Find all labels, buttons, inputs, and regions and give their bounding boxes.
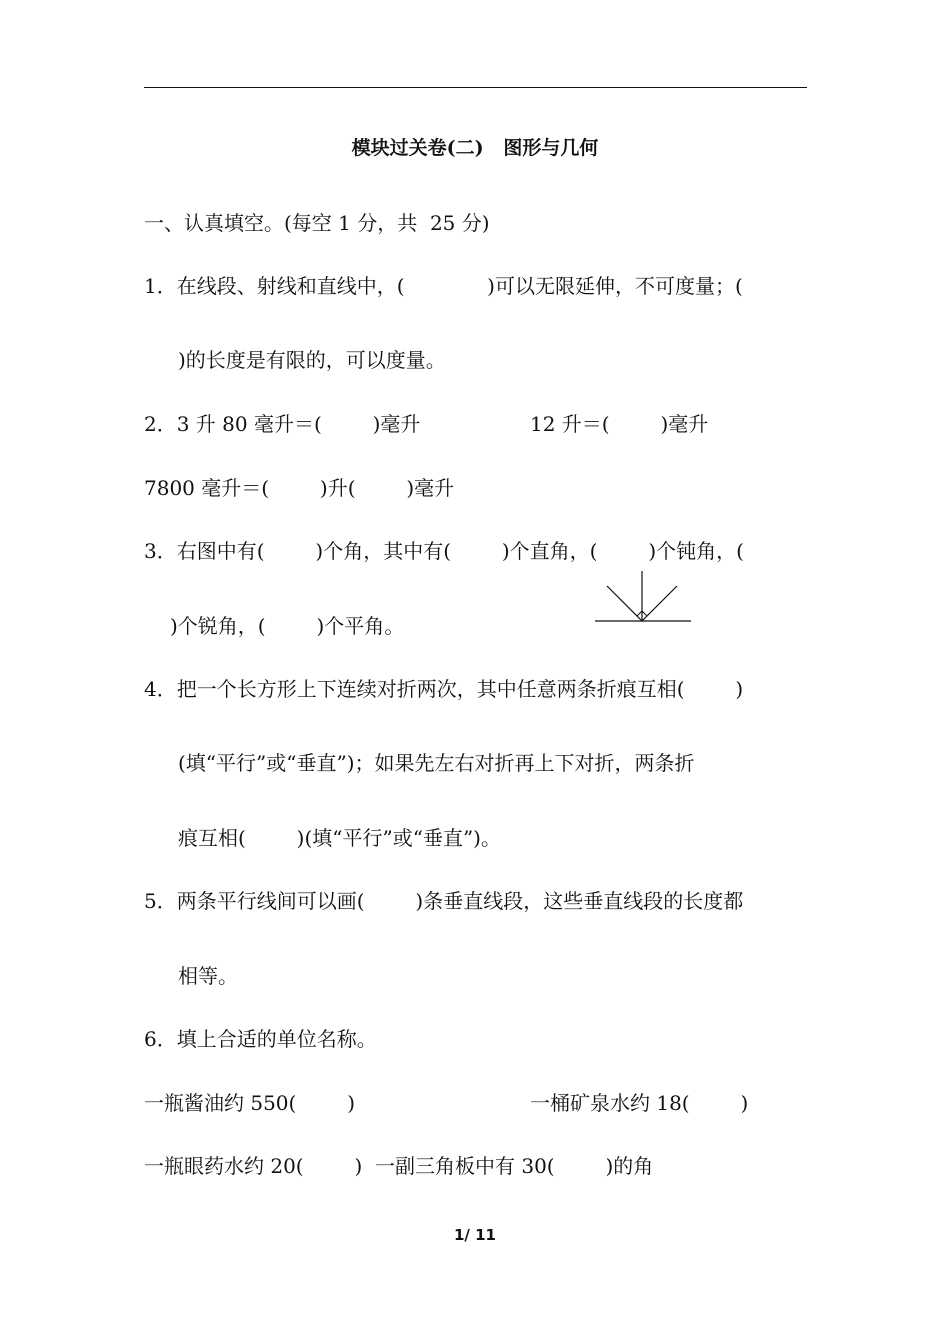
- question-2-line-2: 7800 毫升＝( )升( )毫升: [144, 476, 455, 500]
- question-6-line-1: 6．填上合适的单位名称。: [144, 1027, 377, 1051]
- question-4-line-1: 4．把一个长方形上下连续对折两次，其中任意两条折痕互相( ): [144, 677, 744, 701]
- question-4-line-3: 痕互相( )(填“平行”或“垂直”)。: [178, 826, 501, 850]
- question-6-item-1: 一瓶酱油约 550( ): [144, 1091, 355, 1115]
- question-3-line-2: )个锐角，( )个平角。: [170, 614, 405, 638]
- question-2-part-1: 2．3 升 80 毫升＝( )毫升: [144, 412, 421, 436]
- header-rule: [144, 87, 807, 88]
- angles-diagram: [592, 568, 694, 626]
- section-heading: 一、认真填空。(每空 1 分，共 25 分): [144, 211, 490, 235]
- question-6-item-3: 一瓶眼药水约 20( ) 一副三角板中有 30( )的角: [144, 1154, 654, 1178]
- question-1-line-2: )的长度是有限的，可以度量。: [178, 348, 446, 372]
- question-6-item-2: 一桶矿泉水约 18( ): [530, 1091, 749, 1115]
- question-4-line-2: (填“平行”或“垂直”)；如果先左右对折再上下对折，两条折: [178, 751, 695, 775]
- page-title: 模块过关卷(二) 图形与几何: [351, 137, 599, 159]
- question-3-line-1: 3．右图中有( )个角，其中有( )个直角，( )个钝角，(: [144, 539, 744, 563]
- question-1-line-1: 1．在线段、射线和直线中，( )可以无限延伸，不可度量；(: [144, 274, 743, 298]
- page-number: 1/ 11: [453, 1226, 496, 1244]
- question-5-line-1: 5．两条平行线间可以画( )条垂直线段，这些垂直线段的长度都: [144, 889, 744, 913]
- angle-figure: [592, 568, 694, 630]
- question-2-part-2: 12 升＝( )毫升: [530, 412, 709, 436]
- question-5-line-2: 相等。: [178, 964, 238, 988]
